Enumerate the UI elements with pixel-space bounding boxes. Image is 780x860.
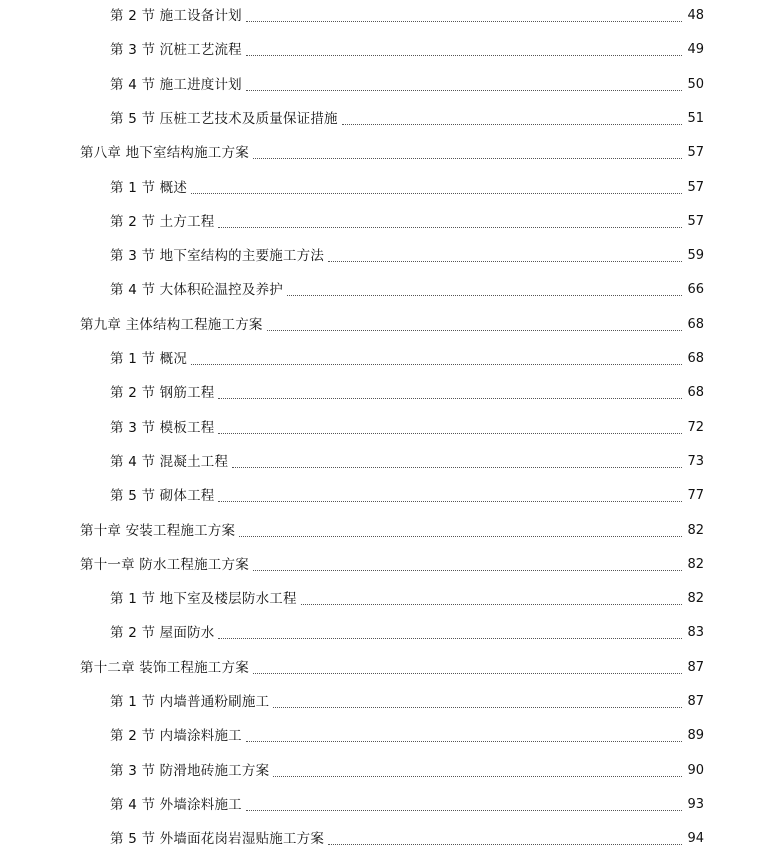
- dotted-leader: [191, 192, 682, 194]
- toc-entry-row[interactable]: [110, 35, 704, 65]
- toc-chapter-entry[interactable]: [0, 550, 780, 580]
- toc-entry-row[interactable]: [80, 138, 704, 168]
- toc-entry-row[interactable]: [110, 721, 704, 751]
- toc-section-entry[interactable]: [0, 756, 780, 786]
- toc-page-number: 49: [687, 42, 704, 58]
- toc-entry-label: 第 4 节 外墙涂料施工: [110, 796, 242, 813]
- toc-entry-label: 第 5 节 砌体工程: [110, 488, 215, 505]
- toc-entry-row[interactable]: [110, 275, 704, 305]
- toc-page-number: 57: [687, 213, 704, 229]
- toc-section-entry[interactable]: [0, 790, 780, 820]
- toc-entry-row[interactable]: [110, 618, 704, 648]
- dotted-leader: [267, 329, 682, 331]
- dotted-leader: [246, 54, 682, 56]
- toc-entry-label: 第 3 节 沉桩工艺流程: [110, 42, 242, 59]
- toc-entry-row[interactable]: [110, 70, 704, 100]
- dotted-leader: [218, 226, 682, 228]
- toc-chapter-entry[interactable]: [0, 516, 780, 546]
- toc-chapter-entry[interactable]: [0, 138, 780, 168]
- toc-page-number: 66: [687, 282, 704, 298]
- toc-entry-row[interactable]: [110, 481, 704, 511]
- toc-page-number: 68: [687, 351, 704, 366]
- toc-section-entry[interactable]: [0, 721, 780, 751]
- toc-entry-row[interactable]: [110, 207, 704, 237]
- dotted-leader: [191, 363, 682, 365]
- toc-entry-row[interactable]: [110, 173, 704, 203]
- toc-entry-label: 第 2 节 土方工程: [110, 213, 215, 230]
- dotted-leader: [232, 466, 682, 468]
- toc-page-number: 87: [687, 659, 704, 675]
- toc-entry-row[interactable]: [110, 104, 704, 134]
- toc-entry-row[interactable]: [110, 756, 704, 786]
- toc-page-number: 83: [687, 625, 704, 641]
- dotted-leader: [246, 20, 682, 22]
- toc-entry-label: 第 2 节 钢筋工程: [110, 385, 215, 402]
- toc-entry-label: 第 4 节 施工进度计划: [110, 76, 242, 93]
- dotted-leader: [218, 397, 682, 399]
- toc-entry-label: 第 4 节 大体积砼温控及养护: [110, 282, 283, 299]
- toc-entry-row[interactable]: [110, 241, 704, 271]
- toc-page-number: 77: [687, 488, 704, 504]
- toc-entry-row[interactable]: [110, 447, 704, 477]
- toc-page-number: 73: [687, 453, 704, 469]
- dotted-leader: [239, 535, 682, 537]
- toc-page-number: 82: [687, 556, 704, 572]
- toc-entry-label: 第 1 节 概述: [110, 179, 188, 196]
- toc-entry-row[interactable]: [110, 687, 704, 717]
- toc-section-entry[interactable]: [0, 378, 780, 408]
- toc-entry-row[interactable]: [110, 584, 704, 614]
- toc-section-entry[interactable]: [0, 687, 780, 717]
- dotted-leader: [273, 775, 682, 777]
- toc-entry-row[interactable]: [110, 1, 704, 31]
- toc-page-number: 87: [687, 694, 704, 709]
- toc-entry-label: 第 1 节 概况: [110, 351, 188, 367]
- toc-page-number: 68: [687, 385, 704, 401]
- toc-section-entry[interactable]: [0, 618, 780, 648]
- dotted-leader: [328, 260, 682, 262]
- dotted-leader: [253, 672, 682, 674]
- toc-chapter-entry[interactable]: [0, 653, 780, 683]
- toc-section-entry[interactable]: [0, 207, 780, 237]
- toc-entry-label: 第十一章 防水工程施工方案: [80, 556, 249, 573]
- toc-page-number: 50: [687, 76, 704, 92]
- toc-section-entry[interactable]: [0, 413, 780, 443]
- toc-page-number: 82: [687, 591, 704, 607]
- toc-entry-label: 第十二章 装饰工程施工方案: [80, 659, 249, 676]
- toc-entry-label: 第 3 节 模板工程: [110, 419, 215, 436]
- dotted-leader: [328, 843, 682, 845]
- toc-section-entry[interactable]: [0, 35, 780, 65]
- dotted-leader: [246, 740, 682, 742]
- toc-page-number: 94: [687, 831, 704, 847]
- toc-entry-row[interactable]: [80, 653, 704, 683]
- toc-section-entry[interactable]: [0, 70, 780, 100]
- toc-section-entry[interactable]: [0, 241, 780, 271]
- dotted-leader: [253, 157, 682, 159]
- toc-entry-label: 第 4 节 混凝土工程: [110, 453, 229, 470]
- toc-entry-label: 第 1 节 地下室及楼层防水工程: [110, 591, 297, 608]
- toc-page-number: 89: [687, 728, 704, 744]
- toc-section-entry[interactable]: [0, 447, 780, 477]
- toc-page-number: 68: [687, 316, 704, 332]
- dotted-leader: [218, 432, 682, 434]
- toc-section-entry[interactable]: [0, 824, 780, 854]
- toc-entry-row[interactable]: [110, 790, 704, 820]
- toc-entry-label: 第 3 节 地下室结构的主要施工方法: [110, 248, 325, 265]
- toc-chapter-entry[interactable]: [0, 310, 780, 340]
- toc-section-entry[interactable]: [0, 173, 780, 203]
- toc-entry-label: 第 1 节 内墙普通粉刷施工: [110, 694, 270, 710]
- dotted-leader: [273, 706, 682, 708]
- toc-page-number: 82: [687, 522, 704, 538]
- toc-section-entry[interactable]: [0, 481, 780, 511]
- toc-entry-row[interactable]: [110, 824, 704, 854]
- toc-page-number: 57: [687, 179, 704, 195]
- dotted-leader: [246, 809, 682, 811]
- toc-section-entry[interactable]: [0, 1, 780, 31]
- toc-page-number: 90: [687, 762, 704, 778]
- toc-entry-label: 第 2 节 屋面防水: [110, 625, 215, 642]
- dotted-leader: [246, 89, 682, 91]
- toc-entry-row[interactable]: [80, 550, 704, 580]
- dotted-leader: [301, 603, 682, 605]
- toc-entry-label: 第 5 节 外墙面花岗岩湿贴施工方案: [110, 831, 325, 848]
- toc-page-number: 93: [687, 796, 704, 812]
- toc-page-number: 72: [687, 419, 704, 435]
- dotted-leader: [218, 500, 682, 502]
- toc-entry-row[interactable]: [110, 413, 704, 443]
- toc-entry-label: 第八章 地下室结构施工方案: [80, 145, 249, 162]
- toc-entry-label: 第 3 节 防滑地砖施工方案: [110, 762, 270, 779]
- toc-page-number: 59: [687, 248, 704, 264]
- toc-entry-label: 第 2 节 内墙涂料施工: [110, 728, 242, 745]
- toc-entry-label: 第 2 节 施工设备计划: [110, 8, 242, 24]
- dotted-leader: [287, 294, 682, 296]
- toc-entry-label: 第九章 主体结构工程施工方案: [80, 316, 263, 333]
- toc-page-number: 48: [687, 8, 704, 23]
- dotted-leader: [218, 637, 682, 639]
- toc-entry-row[interactable]: [80, 310, 704, 340]
- toc-section-entry[interactable]: [0, 344, 780, 374]
- toc-page-number: 57: [687, 145, 704, 161]
- toc-page-number: 51: [687, 110, 704, 126]
- toc-entry-label: 第 5 节 压桩工艺技术及质量保证措施: [110, 110, 338, 127]
- dotted-leader: [342, 123, 682, 125]
- toc-entry-row[interactable]: [110, 378, 704, 408]
- toc-entry-row[interactable]: [80, 516, 704, 546]
- toc-section-entry[interactable]: [0, 584, 780, 614]
- toc-entry-row[interactable]: [110, 344, 704, 374]
- toc-section-entry[interactable]: [0, 104, 780, 134]
- toc-entry-label: 第十章 安装工程施工方案: [80, 522, 236, 539]
- dotted-leader: [253, 569, 682, 571]
- toc-section-entry[interactable]: [0, 275, 780, 305]
